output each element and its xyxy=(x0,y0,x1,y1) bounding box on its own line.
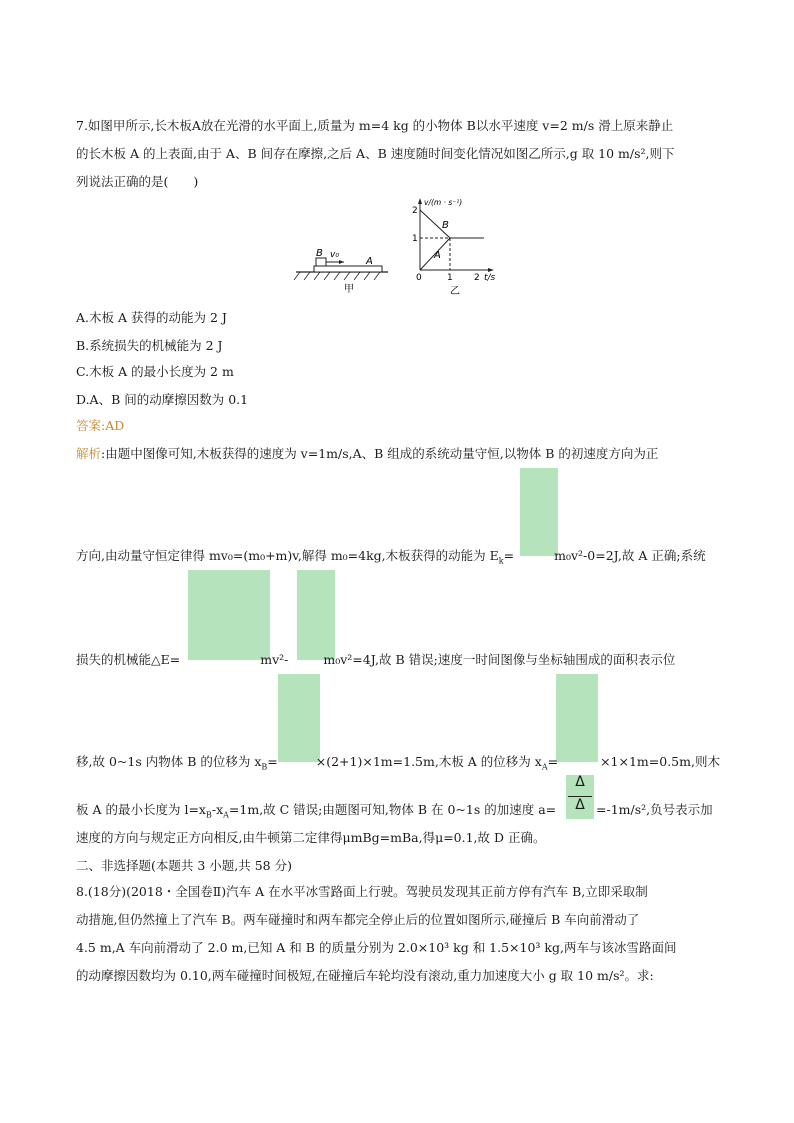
q8-line-3: 4.5 m,A 车向前滑动了 2.0 m,已知 A 和 B 的质量分别为 2.0×10³ kg 和 1.5×10³ kg,两车与该冰雪路面间 xyxy=(76,940,677,955)
option-b: B.系统损失的机械能为 2 J xyxy=(76,338,223,353)
q8-line-2: 动措施,但仍然撞上了汽车 B。两车碰撞时和两车都完全停止后的位置如图所示,碰撞后 B 车向前滑动了 xyxy=(76,912,640,927)
q8-line-4: 的动摩擦因数均为 0.10,两车碰撞时间极短,在碰撞后车轮均没有滚动,重力加速度大小 g 取 10 m/s²。求: xyxy=(76,968,654,983)
section-2-heading: 二、非选择题(本题共 3 小题,共 58 分) xyxy=(76,858,292,873)
option-c: C.木板 A 的最小长度为 2 m xyxy=(76,364,234,379)
fig-yi-tick-0: 0 xyxy=(416,273,422,283)
fig-jia-caption: 甲 xyxy=(344,284,354,294)
fig-yi-x-label: t/s xyxy=(484,273,496,283)
analysis-sub-a: A xyxy=(541,762,548,772)
fig-jia-label-v0: v₀ xyxy=(330,250,339,260)
analysis-text-5e: =1m,故 C 错误;由题图可知,物体 B 在 0~1s 的加速度 a= xyxy=(228,802,557,817)
formula-placeholder-1 xyxy=(520,468,558,556)
analysis-sub-k: k xyxy=(498,556,504,566)
analysis-text-4g: ×1×1m=0.5m,则木 xyxy=(600,754,720,769)
answer: 答案:AD xyxy=(76,418,125,433)
formula-placeholder-3 xyxy=(297,570,335,660)
fig-yi-label-a: A xyxy=(434,250,441,261)
fig-yi-tick-y1: 1 xyxy=(412,234,418,244)
formula-placeholder-2 xyxy=(188,570,270,660)
analysis-line-6: 速度的方向与规定正方向相反,由牛顿第二定律得μmBg=mBa,得μ=0.1,故 D 正确。 xyxy=(76,830,546,845)
analysis-text-4c: = xyxy=(267,754,278,769)
analysis-line-5 xyxy=(76,800,556,820)
analysis-text-4f: = xyxy=(547,754,559,769)
analysis-text-2a: 方向,由动量守恒定律得 mv₀=(m₀+m)v,解得 m₀=4kg,木板获得的动能为 E xyxy=(76,548,499,563)
fraction-numerator: Δ xyxy=(575,774,585,790)
analysis-sub-a2: A xyxy=(223,810,229,820)
block-b xyxy=(316,258,326,266)
analysis-line-4 xyxy=(76,752,720,772)
analysis-text-5a: 板 A 的最小长度为 l=x xyxy=(76,802,206,817)
figure-yi xyxy=(406,196,518,296)
analysis-line-2 xyxy=(76,546,706,566)
analysis-line-1 xyxy=(76,444,658,462)
analysis-label: 解析 xyxy=(76,446,102,461)
q7-line-1: 7.如图甲所示,长木板A放在光滑的水平面上,质量为 m=4 kg 的小物体 B以水平速度 v=2 m/s 滑上原来静止 xyxy=(76,118,674,133)
analysis-sub-b: B xyxy=(261,762,268,772)
q7-line-3: 列说法正确的是( ) xyxy=(76,174,199,189)
analysis-text-4a: 移,故 0~1s 内物体 B 的位移为 x xyxy=(76,754,262,769)
analysis-text-1: :由题中图像可知,木板获得的速度为 v=1m/s,A、B 组成的系统动量守恒,以物体 B 的初速度方向为正 xyxy=(101,446,659,461)
fig-yi-y-label: v/(m · s⁻¹) xyxy=(424,198,463,207)
option-d: D.A、B 间的动摩擦因数为 0.1 xyxy=(76,392,249,407)
analysis-text-2d: m₀v²-0=2J,故 A 正确;系统 xyxy=(554,548,706,563)
analysis-text-3c: m₀v²=4J,故 B 错误;速度一时间图像与坐标轴围成的面积表示位 xyxy=(323,652,676,667)
q7-line-2: 的长木板 A 的上表面,由于 A、B 间存在摩擦,之后 A、B 速度随时间变化情况如图乙所示,g 取 10 m/s²,则下 xyxy=(76,146,675,161)
fig-yi-caption: 乙 xyxy=(450,286,460,296)
option-a: A.木板 A 获得的动能为 2 J xyxy=(76,310,227,325)
analysis-text-3b: mv²- xyxy=(260,652,289,667)
analysis-line-3 xyxy=(76,650,675,668)
fraction-denominator: Δ xyxy=(575,797,585,813)
analysis-sub-b2: B xyxy=(205,810,212,820)
figure-jia xyxy=(292,242,392,294)
analysis-line-5-tail: =-1m/s²,负号表示加 xyxy=(596,802,713,817)
analysis-text-5c: -x xyxy=(211,802,224,817)
analysis-text-3a: 损失的机械能△E= xyxy=(76,652,181,667)
formula-placeholder-4 xyxy=(278,674,320,762)
formula-placeholder-5 xyxy=(556,674,598,762)
fig-yi-tick-y2: 2 xyxy=(412,206,418,216)
fig-jia-label-b: B xyxy=(316,248,323,259)
q8-line-1: 8.(18分)(2018・全国卷Ⅱ)汽车 A 在水平冰雪路面上行驶。驾驶员发现其正前方停有汽车 B,立即采取制 xyxy=(76,884,648,899)
analysis-text-2c: = xyxy=(503,548,515,563)
analysis-text-4d: ×(2+1)×1m=1.5m,木板 A 的位移为 x xyxy=(315,754,542,769)
fig-yi-label-b: B xyxy=(442,220,449,231)
fig-yi-tick-x1: 1 xyxy=(447,273,453,283)
fig-jia-label-a: A xyxy=(366,256,373,267)
fig-yi-tick-x2: 2 xyxy=(474,273,480,283)
